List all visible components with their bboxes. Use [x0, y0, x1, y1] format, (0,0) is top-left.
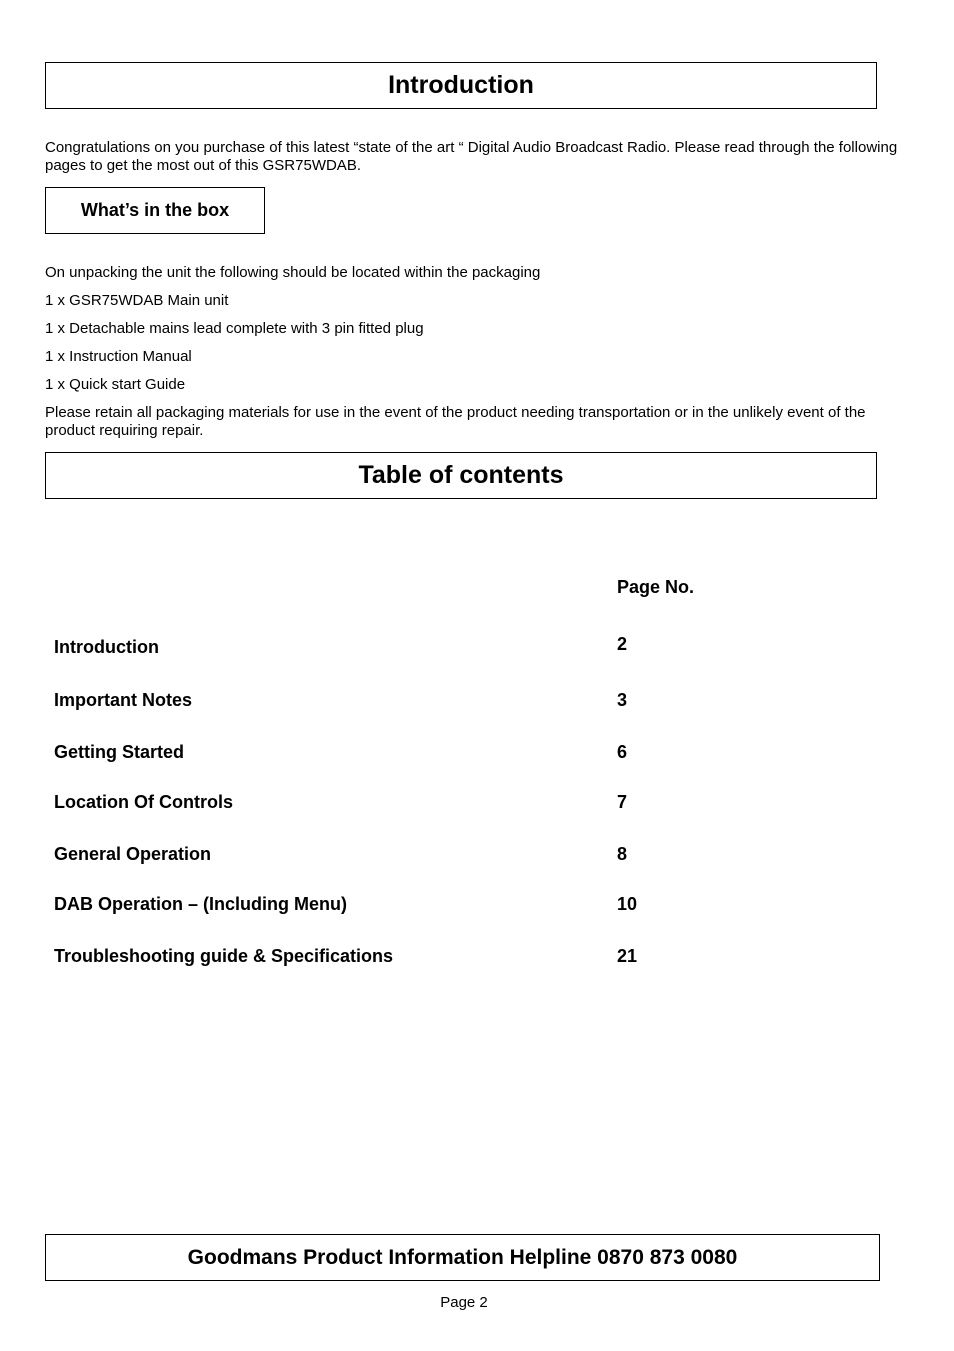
toc-page-introduction: 2 [617, 634, 628, 654]
toc-entry-dab-operation: DAB Operation – (Including Menu) [54, 894, 347, 914]
toc-entry-location-of-controls: Location Of Controls [54, 792, 233, 812]
toc-entry-introduction: Introduction [54, 637, 159, 657]
page-number-footer: Page 2 [440, 1294, 488, 1311]
box-item: 1 x Instruction Manual [45, 348, 192, 365]
box-item: 1 x Detachable mains lead complete with 3 pin fitted plug [45, 320, 424, 337]
toc-page-location-of-controls: 7 [617, 792, 628, 812]
toc-page-general-operation: 8 [617, 844, 628, 864]
unpacking-lead: On unpacking the unit the following should be located within the packaging [45, 264, 541, 281]
toc-page-troubleshooting: 21 [617, 946, 638, 966]
box-item: 1 x Quick start Guide [45, 376, 186, 393]
toc-entry-important-notes: Important Notes [54, 690, 193, 710]
toc-page-getting-started: 6 [617, 742, 628, 762]
intro-paragraph: Congratulations on you purchase of this latest “state of the art “ Digital Audio Broadcast Radio. Please read through the following pages to get the most out of this GSR75WDAB. [45, 139, 898, 174]
toc-page-dab-operation: 10 [617, 894, 638, 914]
table-of-contents-heading: Table of contents [45, 452, 877, 499]
page-number-header: Page No. [617, 577, 695, 597]
toc-page-important-notes: 3 [617, 690, 628, 710]
whats-in-the-box-heading: What’s in the box [45, 187, 265, 234]
helpline-banner: Goodmans Product Information Helpline 0870 873 0080 [45, 1234, 880, 1281]
packaging-note: Please retain all packaging materials for use in the event of the product needing transportation or in the unlikely event of the product requiring repair. [45, 404, 866, 439]
toc-entry-getting-started: Getting Started [54, 742, 185, 762]
toc-entry-troubleshooting: Troubleshooting guide & Specifications [54, 946, 394, 966]
box-item: 1 x GSR75WDAB Main unit [45, 292, 229, 309]
introduction-heading: Introduction [45, 62, 877, 109]
toc-entry-general-operation: General Operation [54, 844, 212, 864]
